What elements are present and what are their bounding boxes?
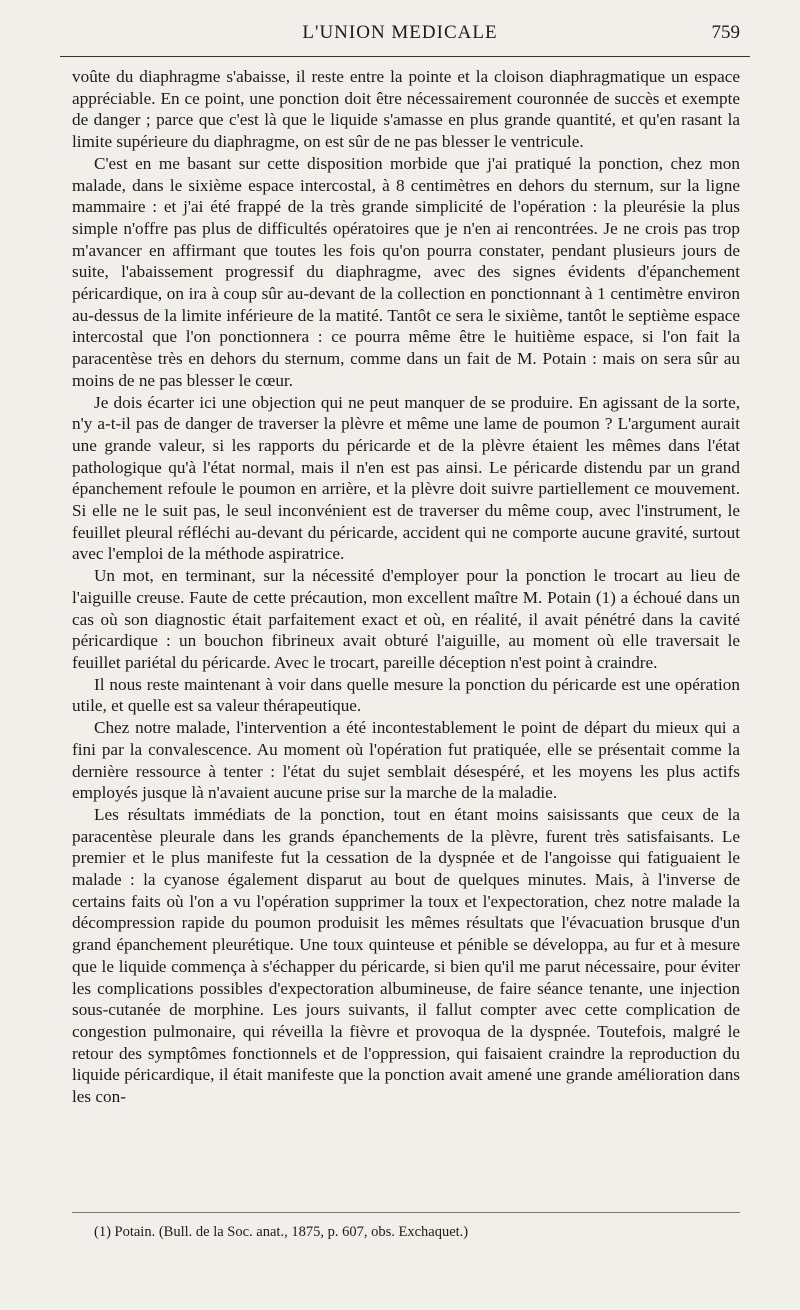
page-header — [60, 22, 740, 54]
header-rule — [60, 56, 750, 57]
footnote-rule — [72, 1212, 740, 1213]
running-title: L'UNION MEDICALE — [302, 22, 498, 43]
body-text — [72, 66, 740, 1108]
paragraph: C'est en me basant sur cette disposition morbide que j'ai pratiqué la ponction, chez mon malade, dans le sixième espace intercostal, à 8 centimètres en dehors du sternum, sur la ligne mammaire : et j'ai été frappé de la très grande simplicité de l'opération : la pleurésie la plus simple n'offre pas plus de difficultés opératoires que je n'en ai rencontrées. Je ne crois pas trop m'avancer en affirmant que toutes les fois qu'on pourra constater, pendant plusieurs jours de suite, l'abaissement progressif du diaphragme, avec des signes évidents d'épanchement péricardique, on ira à coup sûr au-devant de la collection en ponctionnant à 1 centimètre environ au-dessus de la limite inférieure de la matité. Tantôt ce sera le sixième, tantôt le septième espace intercostal que l'on ponctionnera : ce pourra même être le huitième espace, si l'on fait la paracentèse très en dehors du sternum, comme dans un fait de M. Potain : mais on sera sûr au moins de ne pas blesser le cœur. — [72, 153, 740, 390]
paragraph: Les résultats immédiats de la ponction, tout en étant moins saisissants que ceux de la paracentèse pleurale dans les grands épanchements de la plèvre, furent très satisfaisants. Le premier et le plus manifeste fut la cessation de la dyspnée et de l'angoisse qui fatiguaient le malade : la cyanose également disparut au bout de quelques minutes. Mais, à l'inverse de certains faits où l'on a vu l'opération supprimer la toux et l'expectoration, chez notre malade la décompression rapide du poumon produisit les mêmes résultats que l'évacuation brusque d'un grand épanchement pleurétique. Une toux quinteuse et pénible se développa, au fur et à mesure que le liquide commença à s'échapper du péricarde, si bien qu'il me parut nécessaire, pour éviter les complications possibles d'expectoration albumineuse, de faire séance tenante, une injection sous-cutanée de morphine. Les jours suivants, il fallut compter avec cette complication de congestion pulmonaire, qui réveilla la fièvre et provoqua de la dyspnée. Toutefois, malgré le retour des symptômes fonctionnels et de l'oppression, qui faisaient craindre la reproduction du liquide péricardique, il était manifeste que la ponction avait amené une grande amélioration dans les con- — [72, 804, 740, 1107]
paragraph: Chez notre malade, l'intervention a été incontestablement le point de départ du mieux qui a fini par la convalescence. Au moment où l'opération fut pratiquée, elle se présentait comme la dernière ressource à tenter : l'état du sujet semblait désespéré, et les moyens les plus actifs employés jusque là n'avaient aucune prise sur la marche de la maladie. — [72, 718, 740, 803]
page-number: 759 — [711, 22, 740, 43]
paragraph: Il nous reste maintenant à voir dans quelle mesure la ponction du péricarde est une opération utile, et quelle est sa valeur thérapeutique. — [72, 674, 740, 716]
paragraph: Un mot, en terminant, sur la nécessité d'employer pour la ponction le trocart au lieu de l'aiguille creuse. Faute de cette précaution, mon excellent maître M. Potain (1) a échoué dans un cas où son diagnostic était parfaitement exact et où, en réalité, il avait pénétré dans la cavité péricardique : un bouchon fibrineux avait obturé l'aiguille, au moment où elle traversait le feuillet pariétal du péricarde. Avec le trocart, pareille déception n'est point à craindre. — [72, 566, 740, 672]
footnote: (1) Potain. (Bull. de la Soc. anat., 1875, p. 607, obs. Exchaquet.) — [94, 1224, 469, 1240]
paragraph: Je dois écarter ici une objection qui ne peut manquer de se produire. En agissant de la sorte, n'y a-t-il pas de danger de traverser la plèvre et même une lame de poumon ? L'argument aurait une grande valeur, si les rapports du péricarde et de la plèvre étaient les mêmes dans l'état pathologique qu'à l'état normal, mais il n'en est pas ainsi. Le péricarde distendu par un grand épanchement refoule le poumon en arrière, et la plèvre doit suivre partiellement ce mouvement. Si elle ne le suit pas, le seul inconvénient est de traverser du même coup, avec l'instrument, le feuillet pleural réfléchi au-devant du péricarde, accident qui ne comporte aucune gravité, surtout avec l'emploi de la méthode aspiratrice. — [72, 392, 740, 564]
paragraph: voûte du diaphragme s'abaisse, il reste entre la pointe et la cloison diaphragmatique un espace appréciable. En ce point, une ponction doit être nécessairement couronnée de succès et exempte de danger ; parce que c'est là que le liquide s'amasse en plus grande quantité, et qu'en rasant la limite supérieure du diaphragme, on est sûr de ne pas blesser le ventricule. — [72, 67, 740, 152]
